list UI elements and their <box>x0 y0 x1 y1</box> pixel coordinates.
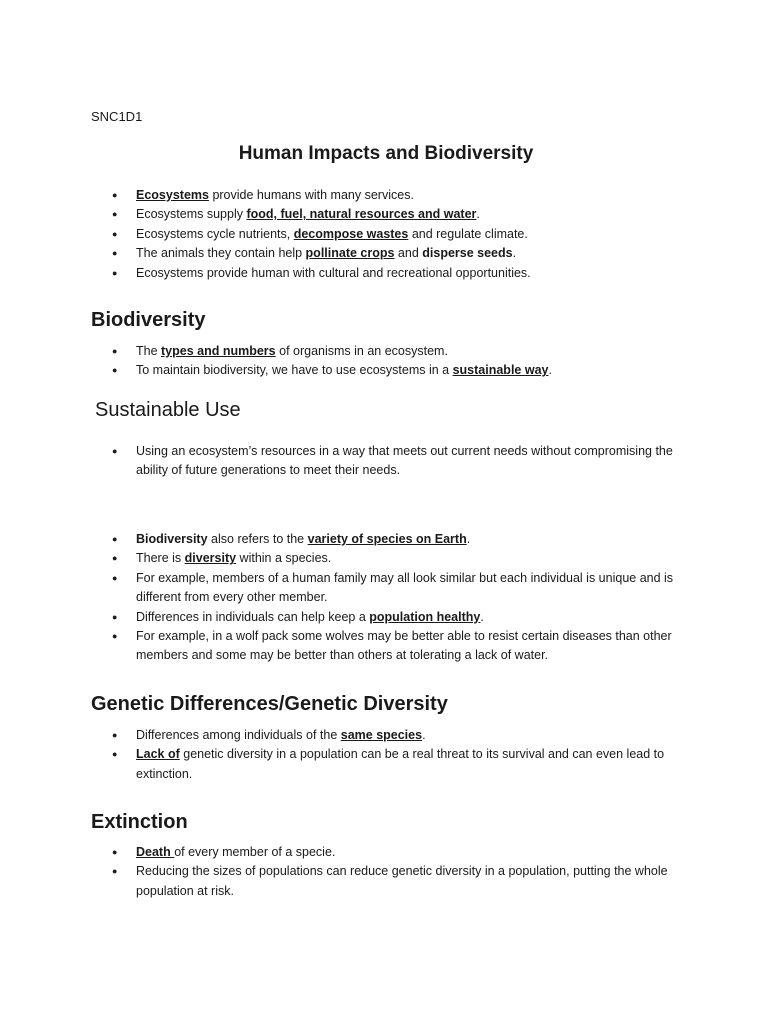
list-item: ● There is diversity within a species. <box>112 549 682 568</box>
sustainable-use-heading: Sustainable Use <box>95 399 241 421</box>
list-item: ● Ecosystems cycle nutrients, decompose wastes and regulate climate. <box>112 225 682 244</box>
list-item: ● The types and numbers of organisms in an ecosystem. <box>112 342 682 361</box>
list-item: ● Biodiversity also refers to the variety of species on Earth. <box>112 530 682 549</box>
list-item: ● To maintain biodiversity, we have to use ecosystems in a sustainable way. <box>112 361 682 380</box>
list-item: ● Using an ecosystem’s resources in a way that meets out current needs without compromising the ability of future generations to meet their needs. <box>112 442 682 481</box>
list-item: ● Differences among individuals of the same species. <box>112 726 682 745</box>
list-item: ● Death of every member of a specie. <box>112 843 682 862</box>
genetic-diversity-heading: Genetic Differences/Genetic Diversity <box>91 693 448 715</box>
list-item: ● For example, members of a human family may all look similar but each individual is unique and is different from every other member. <box>112 569 682 608</box>
list-item: ● Ecosystems provide humans with many services. <box>112 186 682 205</box>
sustainable-use-list <box>112 442 682 481</box>
list-item: ● Ecosystems provide human with cultural and recreational opportunities. <box>112 264 682 283</box>
course-code: SNC1D1 <box>91 109 143 124</box>
species-variety-list <box>112 530 682 666</box>
list-item: ● Lack of genetic diversity in a population can be a real threat to its survival and can even lead to extinction. <box>112 745 682 784</box>
biodiversity-heading: Biodiversity <box>91 309 206 331</box>
extinction-heading: Extinction <box>91 811 188 833</box>
intro-list <box>112 186 682 283</box>
genetic-diversity-list <box>112 726 682 784</box>
biodiversity-list <box>112 342 682 381</box>
list-item: ● Ecosystems supply food, fuel, natural resources and water. <box>112 205 682 224</box>
document-title: Human Impacts and Biodiversity <box>238 143 534 164</box>
list-item: ● Reducing the sizes of populations can reduce genetic diversity in a population, putting the whole population at risk. <box>112 862 682 901</box>
list-item: ● The animals they contain help pollinate crops and disperse seeds. <box>112 244 682 263</box>
list-item: ● For example, in a wolf pack some wolves may be better able to resist certain diseases than other members and some may be better than others at tolerating a lack of water. <box>112 627 682 666</box>
extinction-list <box>112 843 682 901</box>
list-item: ● Differences in individuals can help keep a population healthy. <box>112 608 682 627</box>
